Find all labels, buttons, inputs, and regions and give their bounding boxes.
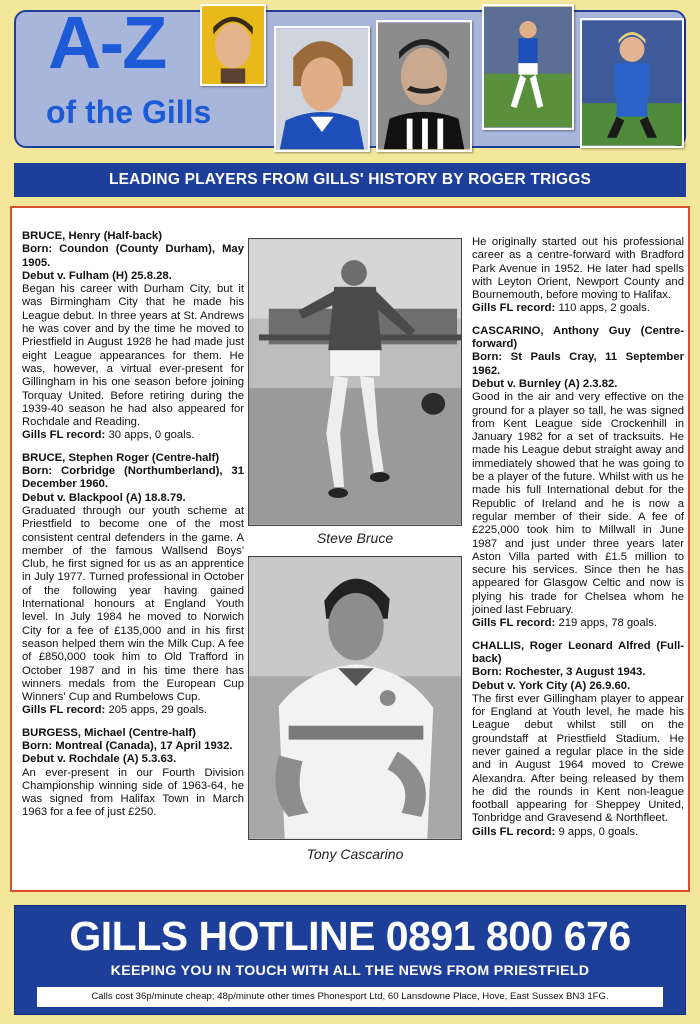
header [14, 1, 686, 152]
photo-caption: Tony Cascarino [306, 846, 404, 862]
page-title-sub: of the Gills [46, 94, 212, 130]
header-photo-2 [274, 26, 370, 152]
record-label: Gills FL record: [22, 704, 106, 717]
hotline-tagline: KEEPING YOU IN TOUCH WITH ALL THE NEWS FROM PRIESTFIELD [110, 963, 590, 979]
record-label: Gills FL record: [22, 429, 106, 442]
player-entry [472, 640, 684, 839]
subtitle-bar: LEADING PLAYERS FROM GILLS' HISTORY BY ROGER TRIGGS [14, 163, 686, 197]
left-column [22, 230, 244, 829]
player-born: Born: Corbridge (Northumberland), 31 December 1960. [22, 465, 244, 491]
page-title: A-Z [48, 1, 166, 84]
header-photo-1 [200, 4, 266, 86]
call-cost-note: Calls cost 36p/minute cheap; 48p/minute other times Phonesport Ltd, 60 Lansdowne Place, Hove, East Sussex BN3 1FG. [37, 987, 663, 1007]
player-debut: Debut v. Blackpool (A) 18.8.79. [22, 491, 186, 504]
header-photo-5 [580, 18, 684, 148]
record-label: Gills FL record: [472, 617, 556, 630]
record-value: 219 apps, 78 goals. [558, 617, 658, 630]
record-value: 110 apps, 2 goals. [558, 302, 650, 315]
player-debut: Debut v. Rochdale (A) 5.3.63. [22, 753, 177, 766]
player-bio: An ever-present in our Fourth Division Championship winning side of 1963-64, he was signed from Halifax Town in March 1963 for a fee of just £250. [22, 766, 244, 819]
player-bio: Began his career with Durham City, but it was Birmingham City that he made his League debut. In three years at St. Andrews he was cover and by the time he moved to Priestfield in August 1928 he had made just eight League appearances for them. He was, however, a virtual ever-present for Gillingham in his one season before joining Torquay United. Before retiring during the 1939-40 season he had also appeared for Rochdale and Reading. [22, 283, 244, 429]
player-name: BURGESS, Michael (Centre-half) [22, 726, 196, 739]
header-photo-3 [376, 20, 472, 152]
player-entry [22, 230, 244, 443]
player-entry [22, 727, 244, 820]
player-debut: Debut v. Burnley (A) 2.3.82. [472, 377, 618, 390]
player-entry [22, 452, 244, 718]
player-bio: Graduated through our youth scheme at Priestfield to become one of the most consistent central defenders in the game. A member of the famous Wallsend Boys' Club, he first signed for us as an apprentice in July 1977. Turned professional in October of the following year having gained International honours at England Youth level. In July 1984 he moved to Norwich City for a fee of £135,000 and in his first season helped them win the Milk Cup. A fee of £850,000 took him to Old Trafford in October 1987 and in his time there has winners medals from the European Cup Winners' Cup and Rumbelows Cup. [22, 504, 244, 704]
header-photo-4 [482, 4, 574, 130]
player-bio: Good in the air and very effective on the ground for a player so tall, he was signed from Kent League side Crockenhill in January 1982 for a set of tracksuits. He made his League debut straight away and immediately showed that he was going to be a player of the future. Whilst with us he made his full International debut for the Republic of Ireland and he is now a regular member of their side. A fee of £225,000 took him to Millwall in June 1987 and just under three years later Aston Villa parted with £1.5 million to secure his services. Since then he has appeared for Glasgow Celtic and now is plying his trade for Chelsea whom he joined last February. [472, 391, 684, 617]
player-debut: Debut v. Fulham (H) 25.8.28. [22, 269, 172, 282]
article-panel [10, 206, 690, 892]
record-label: Gills FL record: [472, 302, 556, 315]
player-bio: He originally started out his professional career as a centre-forward with Bradford Park Avenue in 1952. He later had spells with Leyton Orient, Newport County and Bournemouth, before moving to Halifax. [472, 236, 684, 302]
record-value: 9 apps, 0 goals. [558, 825, 639, 838]
hotline-number: GILLS HOTLINE 0891 800 676 [69, 913, 631, 959]
photo-tony-cascarino [248, 556, 462, 840]
player-debut: Debut v. York City (A) 26.9.60. [472, 679, 631, 692]
player-born: Born: Rochester, 3 August 1943. [472, 666, 646, 679]
photo-caption: Steve Bruce [316, 530, 394, 546]
hotline-footer [14, 905, 686, 1015]
player-name: CASCARINO, Anthony Guy (Centre-forward) [472, 324, 684, 351]
player-born: Born: Montreal (Canada), 17 April 1932. [22, 739, 233, 752]
player-born: Born: St Pauls Cray, 11 September 1962. [472, 351, 684, 377]
player-name: BRUCE, Stephen Roger (Centre-half) [22, 451, 220, 464]
player-born: Born: Coundon (County Durham), May 1905. [22, 243, 244, 269]
photo-steve-bruce [248, 238, 462, 526]
player-name: CHALLIS, Roger Leonard Alfred (Full-back) [472, 639, 684, 665]
record-label: Gills FL record: [472, 825, 556, 838]
player-name: BRUCE, Henry (Half-back) [22, 230, 162, 242]
right-column [472, 236, 684, 848]
player-entry [472, 325, 684, 631]
player-entry-continued [472, 236, 684, 316]
record-value: 30 apps, 0 goals. [108, 429, 195, 442]
player-bio: The first ever Gillingham player to appear for England at Youth level, he made his League debut whilst still on the groundstaff at Priestfield Stadium. He never gained a regular place in the side and in August 1964 moved to Crewe Alexandra. After being released by them he did the rounds in Kent non-league football appearing for Sheppey United, Tonbridge and Gravesend & Northfleet. [472, 692, 684, 825]
record-value: 205 apps, 29 goals. [108, 704, 208, 717]
